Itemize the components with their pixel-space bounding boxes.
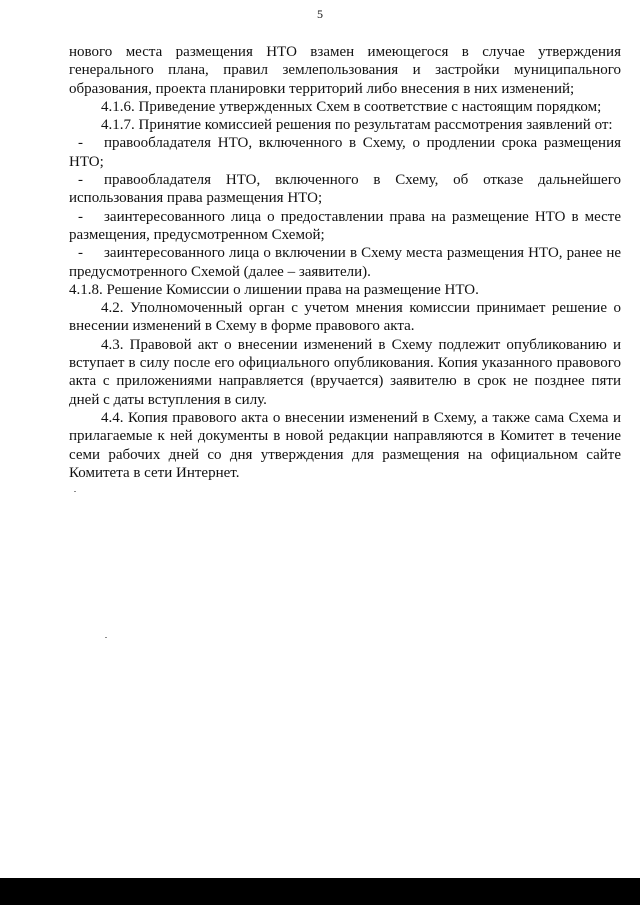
paragraph: 4.4. Копия правового акта о внесении изменений в Схему, а также сама Схема и прилагаемые к ней документы в новой редакции направляются в Комитет в течение семи рабочих дней со дня утверждения для размещения на официальном сайте Комитета в сети Интернет.: [69, 409, 621, 481]
scan-speck: [105, 637, 107, 638]
paragraph: 4.1.7. Принятие комиссией решения по результатам рассмотрения заявлений от:: [101, 117, 613, 134]
list-item-text: правообладателя НТО, включенного в Схему, об отказе дальнейшего использования права размещения НТО;: [69, 172, 621, 207]
paragraph: 4.2. Уполномоченный орган с учетом мнения комиссии принимает решение о внесении изменений в Схему в форме правового акта.: [69, 300, 621, 335]
list-item-text: заинтересованного лица о включении в Схему места размещения НТО, ранее не предусмотренного Схемой (далее – заявители).: [69, 245, 621, 280]
scan-speck: [74, 491, 76, 492]
paragraph: 4.1.6. Приведение утвержденных Схем в соответствие с настоящим порядком;: [101, 98, 602, 115]
list-dash: -: [78, 135, 83, 152]
list-item-text: правообладателя НТО, включенного в Схему, о продлении срока размещения НТО;: [69, 135, 621, 170]
list-dash: -: [78, 172, 83, 189]
list-dash: -: [78, 208, 83, 225]
document-body: [69, 43, 621, 482]
list-item: [69, 208, 621, 245]
list-item-text: заинтересованного лица о предоставлении права на размещение НТО в месте размещения, предусмотренном Схемой;: [69, 208, 621, 243]
list-item: [69, 171, 621, 208]
paragraph: нового места размещения НТО взамен имеющегося в случае утверждения генерального плана, правил землепользования и застройки муниципального образования, проекта планировки территорий либо внесения в них изменений;: [69, 44, 621, 97]
scan-bottom-border: [0, 878, 640, 905]
list-item: [69, 244, 621, 281]
paragraph: 4.3. Правовой акт о внесении изменений в Схему подлежит опубликованию и вступает в силу после его официального опубликования. Копия указанного правового акта с приложениями направляется (вручается) заявителю в срок не позднее пяти дней с даты вступления в силу.: [69, 336, 621, 408]
list-item: [69, 134, 621, 171]
page-number: 5: [317, 7, 323, 21]
list-dash: -: [78, 245, 83, 262]
paragraph: 4.1.8. Решение Комиссии о лишении права на размещение НТО.: [69, 281, 479, 298]
